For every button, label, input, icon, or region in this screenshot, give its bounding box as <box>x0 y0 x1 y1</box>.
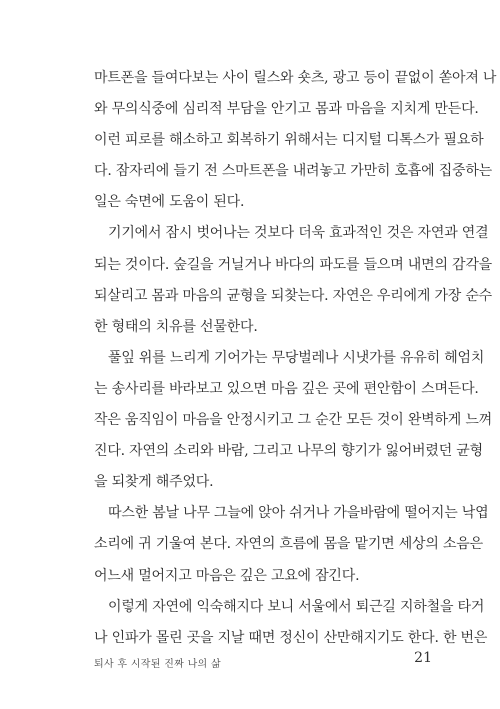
text-line: 어느새 멀어지고 마음은 깊은 고요에 잠긴다. <box>94 567 360 584</box>
text-line: 나 인파가 몰린 곳을 지날 때면 정신이 산만해지기도 한다. 한 번은 <box>94 629 488 646</box>
text-line: 따스한 봄날 나무 그늘에 앉아 쉬거나 가을바람에 떨어지는 낙엽 <box>108 505 489 522</box>
text-line: 풀잎 위를 느리게 기어가는 무당벌레나 시냇가를 유유히 헤엄치 <box>108 349 485 366</box>
text-line: 마트폰을 들여다보는 사이 릴스와 숏츠, 광고 등이 끝없이 쏟아져 나 <box>94 70 497 86</box>
text-line: 일은 숙면에 도움이 된다. <box>94 194 245 211</box>
text-line: 이런 피로를 해소하고 회복하기 위해서는 디지털 디톡스가 필요하 <box>94 132 484 149</box>
text-line: 을 되찾게 해주었다. <box>94 474 214 491</box>
running-footer-title: 퇴사 후 시작된 진짜 나의 삶 <box>94 659 221 670</box>
text-line: 와 무의식중에 심리적 부담을 안기고 몸과 마음을 지치게 만든다. <box>94 101 479 118</box>
text-line: 다. 잠자리에 들기 전 스마트폰을 내려놓고 가만히 호흡에 집중하는 <box>94 163 492 180</box>
body-text <box>94 63 497 654</box>
text-line: 이렇게 자연에 익숙해지다 보니 서울에서 퇴근길 지하철을 타거 <box>108 598 485 615</box>
text-line: 작은 움직임이 마음을 안정시키고 그 순간 모든 것이 완벽하게 느껴 <box>94 412 492 429</box>
text-line: 는 송사리를 바라보고 있으면 마음 깊은 곳에 편안함이 스며든다. <box>94 380 479 397</box>
text-line: 되살리고 몸과 마음의 균형을 되찾는다. 자연은 우리에게 가장 순수 <box>94 287 492 304</box>
page-number: 21 <box>414 650 432 666</box>
text-line: 소리에 귀 기울여 본다. 자연의 흐름에 몸을 맡기면 세상의 소음은 <box>94 536 483 553</box>
text-line: 한 형태의 치유를 선물한다. <box>94 318 258 335</box>
text-line: 되는 것이다. 숲길을 거닐거나 바다의 파도를 들으며 내면의 감각을 <box>94 256 492 273</box>
text-line: 진다. 자연의 소리와 바람, 그리고 나무의 향기가 잃어버렸던 균형 <box>94 443 483 460</box>
text-line: 기기에서 잠시 벗어나는 것보다 더욱 효과적인 것은 자연과 연결 <box>108 225 489 242</box>
